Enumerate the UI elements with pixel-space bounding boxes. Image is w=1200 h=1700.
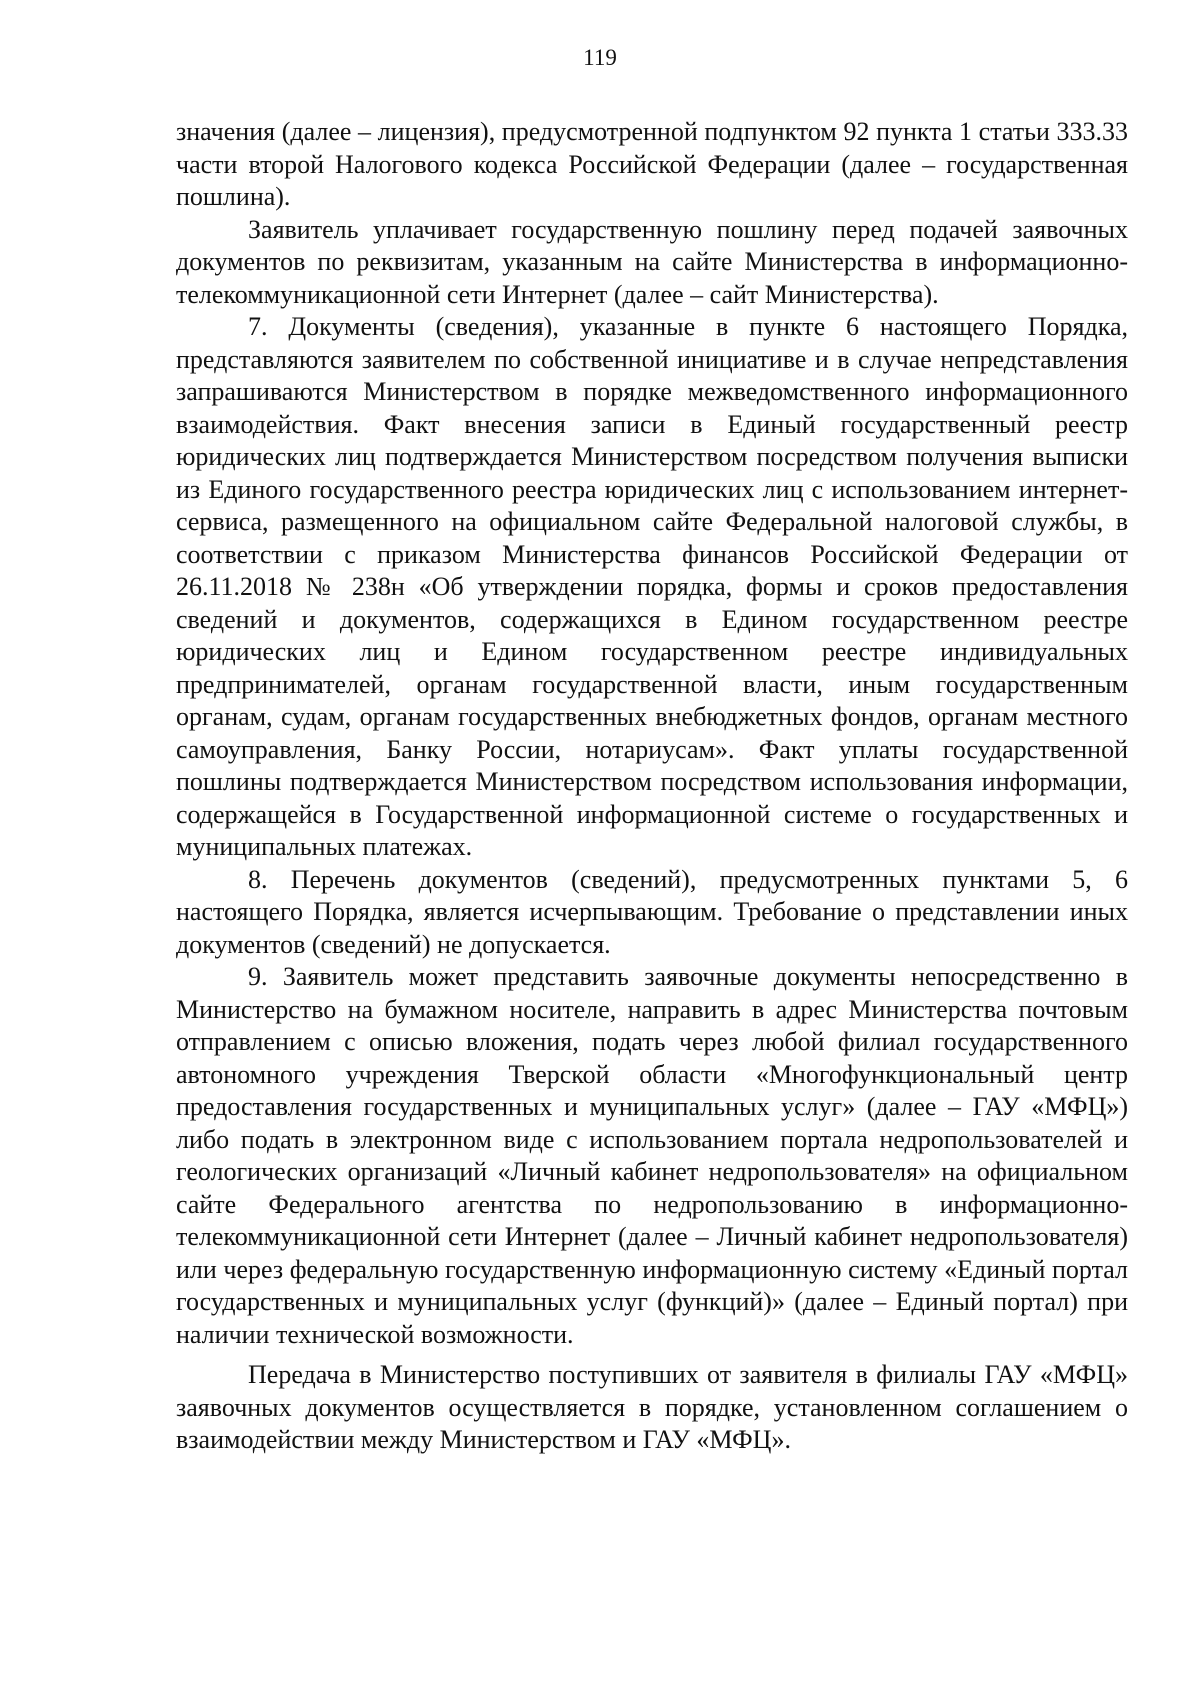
paragraph-item-9: 9. Заявитель может представить заявочные документы непосредственно в Министерство на бумажном носителе, направить в адрес Министерства почтовым отправлением с описью вложения, подать через любой филиал государственного автономного учреждения Тверской области «Многофункциональный центр предоставления государственных и муниципальных услуг» (далее – ГАУ «МФЦ») либо подать в электронном виде с использованием портала недропользователей и геологических организаций «Личный кабинет недропользователя» на официальном сайте Федерального агентства по недропользованию в информационно-телекоммуникационной сети Интернет (далее – Личный кабинет недропользователя) или через федеральную государственную информационную систему «Единый портал государственных и муниципальных услуг (функций)» (далее – Единый портал) при наличии технической возможности. — [176, 962, 1128, 1349]
paragraph-mfc-transfer: Передача в Министерство поступивших от заявителя в филиалы ГАУ «МФЦ» заявочных документов осуществляется в порядке, установленном соглашением о взаимодействии между Министерством и ГАУ «МФЦ». — [176, 1360, 1128, 1454]
page-number: 119 — [583, 45, 617, 70]
paragraph-license-definition: значения (далее – лицензия), предусмотренной подпунктом 92 пункта 1 статьи 333.33 части второй Налогового кодекса Российской Федерации (далее – государственная пошлина). — [176, 117, 1128, 211]
paragraph-item-7: 7. Документы (сведения), указанные в пункте 6 настоящего Порядка, представляются заявителем по собственной инициативе и в случае непредставления запрашиваются Министерством в порядке межведомственного информационного взаимодействия. Факт внесения записи в Единый государственный реестр юридических лиц подтверждается Министерством посредством получения выписки из Единого государственного реестра юридических лиц с использованием интернет-сервиса, размещенного на официальном сайте Федеральной налоговой службы, в соответствии с приказом Министерства финансов Российской Федерации от 26.11.2018 № 238н «Об утверждении порядка, формы и сроков предоставления сведений и документов, содержащихся в Едином государственном реестре юридических лиц и Едином государственном реестре индивидуальных предпринимателей, органам государственной власти, иным государственным органам, судам, органам государственных внебюджетных фондов, органам местного самоуправления, Банку России, нотариусам». Факт уплаты государственной пошлины подтверждается Министерством посредством использования информации, содержащейся в Государственной информационной системе о государственных и муниципальных платежах. — [176, 312, 1128, 861]
paragraph-duty-payment: Заявитель уплачивает государственную пошлину перед подачей заявочных документов по реквизитам, указанным на сайте Министерства в информационно-телекоммуникационной сети Интернет (далее – сайт Министерства). — [176, 214, 1128, 309]
paragraph-item-8: 8. Перечень документов (сведений), предусмотренных пунктами 5, 6 настоящего Порядка, является исчерпывающим. Требование о представлении иных документов (сведений) не допускается. — [176, 864, 1128, 959]
document-body — [176, 116, 1128, 1457]
